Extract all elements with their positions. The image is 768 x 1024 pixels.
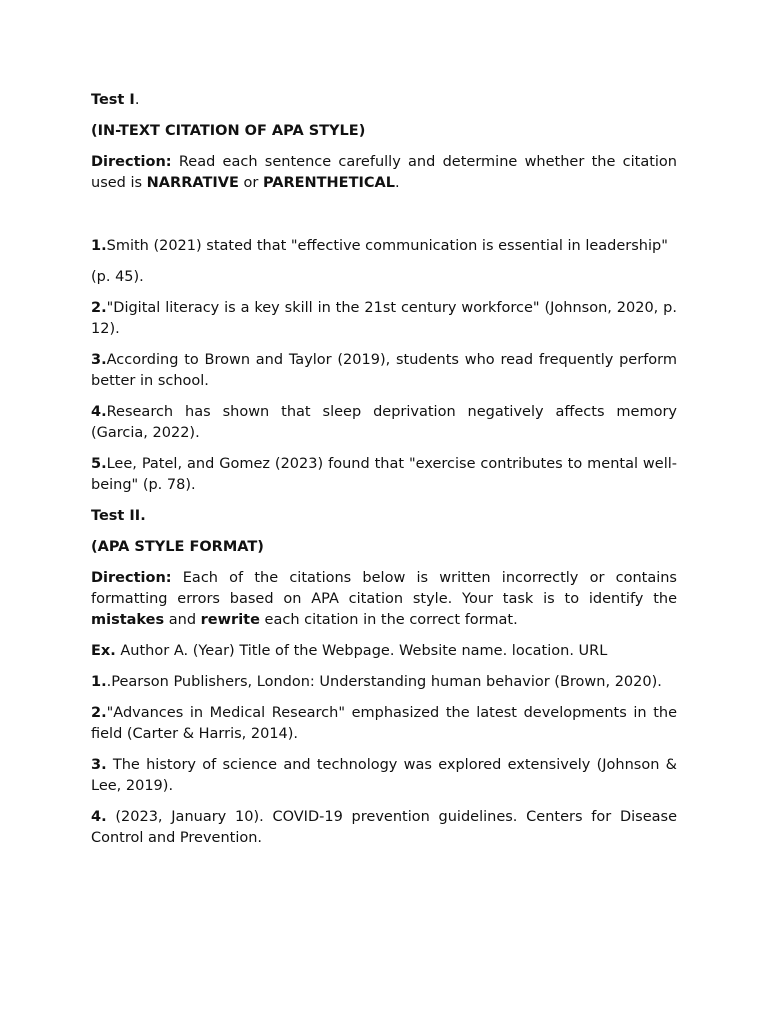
test2-title: Test II. <box>91 508 146 524</box>
test2-direction-label: Direction: <box>91 570 172 586</box>
test2-direction-and: and <box>164 612 201 628</box>
test2-item-1 <box>91 672 677 693</box>
test1-subtitle <box>91 121 677 142</box>
test1-direction-parenthetical: PARENTHETICAL <box>262 175 395 191</box>
item-number: 4. <box>91 404 107 420</box>
test2-direction-mistakes: mistakes <box>91 612 165 628</box>
test1-direction-text: Read each sentence carefully and determine whether the citation used is <box>91 154 677 191</box>
item-number: 4. <box>91 809 107 825</box>
example-text: Author A. (Year) Title of the Webpage. Website name. location. URL <box>115 643 608 659</box>
test1-item-1 <box>91 236 677 257</box>
item-number: 1. <box>91 238 107 254</box>
test1-direction-narrative: NARRATIVE <box>146 175 239 191</box>
test2-example <box>91 641 677 662</box>
item-text: Smith (2021) stated that "effective communication is essential in leadership" <box>106 238 668 254</box>
item-number: 2. <box>91 705 107 721</box>
item-number: 3. <box>91 352 107 368</box>
test2-direction-rewrite: rewrite <box>200 612 260 628</box>
item-number: 5. <box>91 456 107 472</box>
test2-direction-end: each citation in the correct format. <box>259 612 518 628</box>
item-text: The history of science and technology was explored extensively (Johnson & Lee, 2019). <box>91 757 677 794</box>
item-number: 1. <box>91 674 107 690</box>
item-text: According to Brown and Taylor (2019), students who read frequently perform better in school. <box>91 352 677 389</box>
test1-subtitle-text: (IN-TEXT CITATION OF APA STYLE) <box>91 123 366 139</box>
test1-item-4 <box>91 402 677 444</box>
test1-item-3 <box>91 350 677 392</box>
test2-direction <box>91 568 677 631</box>
test1-title: Test I <box>91 92 135 108</box>
test2-item-4 <box>91 807 677 849</box>
item-number: 3. <box>91 757 107 773</box>
test1-item-1-continuation: (p. 45). <box>91 269 144 285</box>
item-text: "Digital literacy is a key skill in the 21st century workforce" (Johnson, 2020, p. 12). <box>91 300 677 337</box>
test2-item-2 <box>91 703 677 745</box>
spacer <box>91 204 677 236</box>
test2-heading <box>91 506 677 527</box>
test2-item-3 <box>91 755 677 797</box>
example-label: Ex. <box>91 643 116 659</box>
test2-subtitle <box>91 537 677 558</box>
test1-direction <box>91 152 677 194</box>
document-body <box>91 90 677 859</box>
test2-subtitle-text: (APA STYLE FORMAT) <box>91 539 264 555</box>
test1-item-5 <box>91 454 677 496</box>
item-text: Research has shown that sleep deprivation negatively affects memory (Garcia, 2022). <box>91 404 677 441</box>
item-text: "Advances in Medical Research" emphasized the latest developments in the field (Carter & Harris, 2014). <box>91 705 677 742</box>
test2-direction-text: Each of the citations below is written incorrectly or contains formatting errors based on APA citation style. Your task is to identify the <box>91 570 677 607</box>
test1-direction-or: or <box>238 175 263 191</box>
item-text: Lee, Patel, and Gomez (2023) found that "exercise contributes to mental well-being" (p. 78). <box>91 456 677 493</box>
item-text: (2023, January 10). COVID-19 prevention guidelines. Centers for Disease Control and Prevention. <box>91 809 677 846</box>
test1-heading <box>91 90 677 111</box>
test1-direction-end: . <box>394 175 400 191</box>
item-text: .Pearson Publishers, London: Understanding human behavior (Brown, 2020). <box>106 674 662 690</box>
test1-item-2 <box>91 298 677 340</box>
test1-direction-label: Direction: <box>91 154 172 170</box>
item-number: 2. <box>91 300 107 316</box>
test1-title-period: . <box>134 92 140 108</box>
